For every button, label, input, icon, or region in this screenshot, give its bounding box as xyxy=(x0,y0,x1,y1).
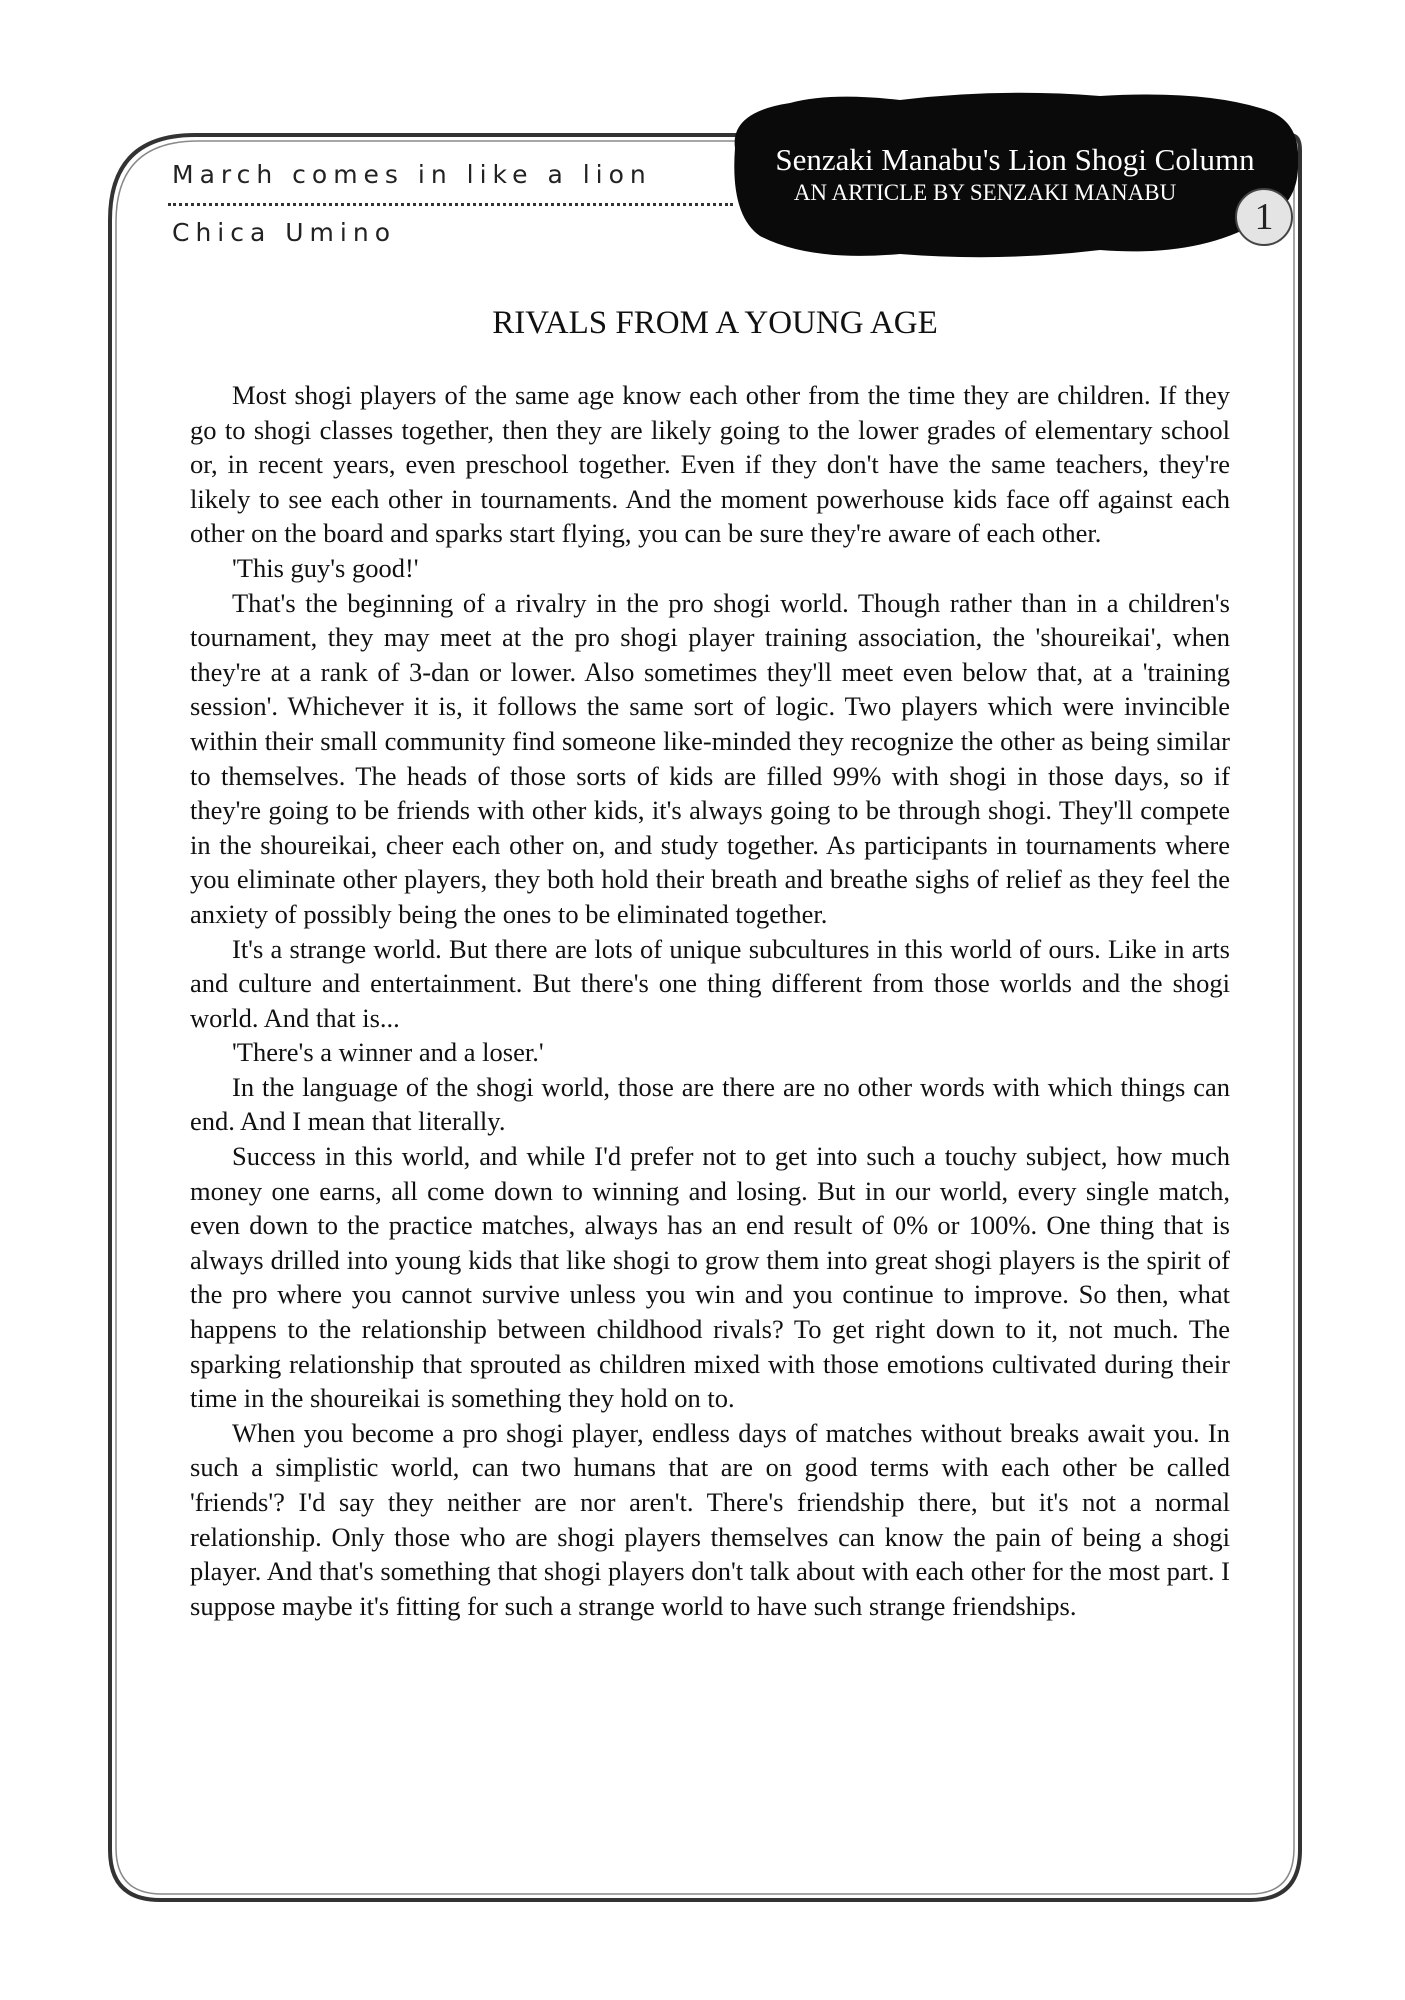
article-paragraph: When you become a pro shogi player, endless days of matches without breaks await you. In such a simplistic world, can two humans that are on good terms with each other be called 'friends'? I'd say they neither are nor aren't. There's friendship there, but it's not a normal relationship. Only those who are shogi players themselves can know the pain of being a shogi player. And that's something that shogi players don't talk about with each other for the most part. I suppose maybe it's fitting for such a strange world to have such strange friendships. xyxy=(190,1417,1230,1621)
article-heading: RIVALS FROM A YOUNG AGE xyxy=(492,305,938,341)
issue-number-badge: 1 xyxy=(1235,188,1293,246)
header-divider xyxy=(168,203,733,206)
column-subtitle: AN ARTICLE BY SENZAKI MANABU xyxy=(793,180,1177,205)
article-paragraph: Most shogi players of the same age know each other from the time they are children. If they go to shogi classes together, then they are likely going to the lower grades of elementary school or, in recent years, even preschool together. Even if they don't have the same teachers, they're likely to see each other in tournaments. And the moment powerhouse kids face off against each other on the board and sparks start flying, you can be sure they're aware of each other. xyxy=(190,380,1230,549)
article-paragraph: 'There's a winner and a loser.' xyxy=(232,1037,544,1068)
article-paragraph: It's a strange world. But there are lots of unique subcultures in this world of ours. Like in arts and culture and entertainment. But there's one thing different from those worlds and the shogi world. And that is... xyxy=(190,933,1230,1033)
series-title: March comes in like a lion xyxy=(172,160,652,189)
article-paragraph: Success in this world, and while I'd prefer not to get into such a touchy subject, how much money one earns, all come down to winning and losing. But in our world, every single match, even down to the practice matches, always has an end result of 0% or 100%. One thing that is always drilled into young kids that like shogi to grow them into great shogi players is the spirit of the pro where you cannot survive unless you win and you continue to improve. So then, what happens to the relationship between childhood rivals? To get right down to it, not much. The sparking relationship that sprouted as children mixed with those emotions cultivated during their time in the shoureikai is something they hold on to. xyxy=(190,1141,1230,1414)
author-name: Chica Umino xyxy=(172,218,396,247)
column-title: Senzaki Manabu's Lion Shogi Column xyxy=(775,142,1255,177)
article-paragraph: In the language of the shogi world, those are there are no other words with which things can end. And I mean that literally. xyxy=(190,1071,1230,1137)
article-paragraph: 'This guy's good!' xyxy=(232,552,419,583)
article-paragraph: That's the beginning of a rivalry in the pro shogi world. Though rather than in a children's tournament, they may meet at the pro shogi player training association, the 'shoureikai', when they're at a rank of 3-dan or lower. Also sometimes they'll meet even below that, at a 'training session'. Whichever it is, it follows the same sort of logic. Two players which were invincible within their small community find someone like-minded they recognize the other as being similar to themselves. The heads of those sorts of kids are filled 99% with shogi in those days, so if they're going to be friends with other kids, it's always going to be through shogi. They'll compete in the shoureikai, cheer each other on, and study together. As participants in tournaments where you eliminate other players, they both hold their breath and breathe sighs of relief as they feel the anxiety of possibly being the ones to be eliminated together. xyxy=(190,587,1230,929)
article-body xyxy=(190,378,1230,1623)
